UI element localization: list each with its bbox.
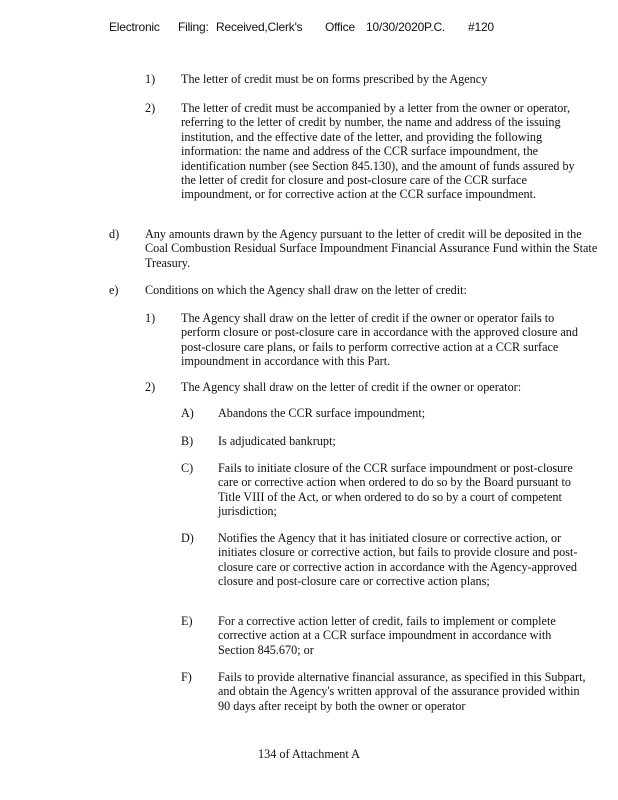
item-marker: B) — [181, 434, 194, 448]
list-item — [145, 72, 585, 86]
item-marker: E) — [181, 614, 193, 628]
item-text: The Agency shall draw on the letter of credit if the owner or operator: — [181, 380, 522, 394]
item-marker: A) — [181, 406, 194, 420]
item-marker: d) — [109, 227, 120, 241]
list-item — [145, 101, 582, 202]
item-text: Is adjudicated bankrupt; — [218, 434, 336, 448]
item-marker: 2) — [145, 101, 156, 115]
page-number: 134 of Attachment A — [258, 747, 360, 761]
list-item — [181, 434, 591, 448]
item-text: Abandons the CCR surface impoundment; — [218, 406, 426, 420]
item-text: The letter of credit must be accompanied by a letter from the owner or operator, referring to the letter of credit by number, the name and address of the issuing institution, and the effective date of the letter, and providing the following information: the name and address of the CCR surface impoundment, the identification number (see Section 845.130), and the amount of funds assured by the letter of credit for closure and post-closure care of the CCR surface impoundment, or for corrective action at the CCR surface impoundment. — [181, 101, 575, 202]
list-item — [181, 614, 581, 657]
header-date: 10/30/2020P.C. — [366, 20, 446, 34]
item-marker: D) — [181, 531, 194, 545]
list-item — [145, 380, 585, 394]
list-item — [181, 670, 591, 713]
item-marker: 1) — [145, 72, 156, 86]
item-text: For a corrective action letter of credit, fails to implement or complete corrective action at a CCR surface impoundment in accordance with Section 845.670; or — [218, 614, 556, 657]
list-item — [181, 461, 591, 519]
header-filing: Filing: — [178, 20, 209, 34]
list-item — [109, 227, 599, 270]
item-text: Any amounts drawn by the Agency pursuant to the letter of credit will be deposited in the Coal Combustion Residual Surface Impoundment Financial Assurance Fund within the State Treasury. — [145, 227, 598, 270]
list-item — [145, 311, 585, 369]
item-marker: F) — [181, 670, 192, 684]
item-marker: 2) — [145, 380, 156, 394]
item-text: Notifies the Agency that it has initiated closure or corrective action, or initiates closure or corrective action, but fails to provide closure and post-closure care or corrective action in accordance with the Agency-approved closure and post-closure care or corrective action plans; — [218, 531, 578, 589]
item-text: Fails to initiate closure of the CCR surface impoundment or post-closure care or corrective action when ordered to do so by the Board pursuant to Title VIII of the Act, or when ordered to do so by a court of competent jurisdiction; — [218, 461, 573, 519]
item-text: Conditions on which the Agency shall draw on the letter of credit: — [145, 283, 467, 297]
header-received: Received,Clerk's — [216, 20, 303, 34]
item-text: The Agency shall draw on the letter of credit if the owner or operator fails to perform closure or post-closure care in accordance with the approved closure and post-closure care plans, or fails to perform corrective action at a CCR surface impoundment in accordance with this Part. — [181, 311, 578, 369]
item-text: Fails to provide alternative financial assurance, as specified in this Subpart, and obtain the Agency's written approval of the assurance provided within 90 days after receipt by both the owner or operator — [218, 670, 586, 713]
list-item — [181, 406, 591, 420]
header-number: #120 — [468, 20, 494, 34]
list-item — [181, 531, 591, 589]
item-marker: C) — [181, 461, 194, 475]
header-electronic: Electronic — [109, 20, 160, 34]
page-footer — [0, 747, 618, 762]
header-office: Office — [325, 20, 355, 34]
item-marker: 1) — [145, 311, 156, 325]
item-text: The letter of credit must be on forms prescribed by the Agency — [181, 72, 488, 86]
item-marker: e) — [109, 283, 119, 297]
list-item — [109, 283, 599, 297]
